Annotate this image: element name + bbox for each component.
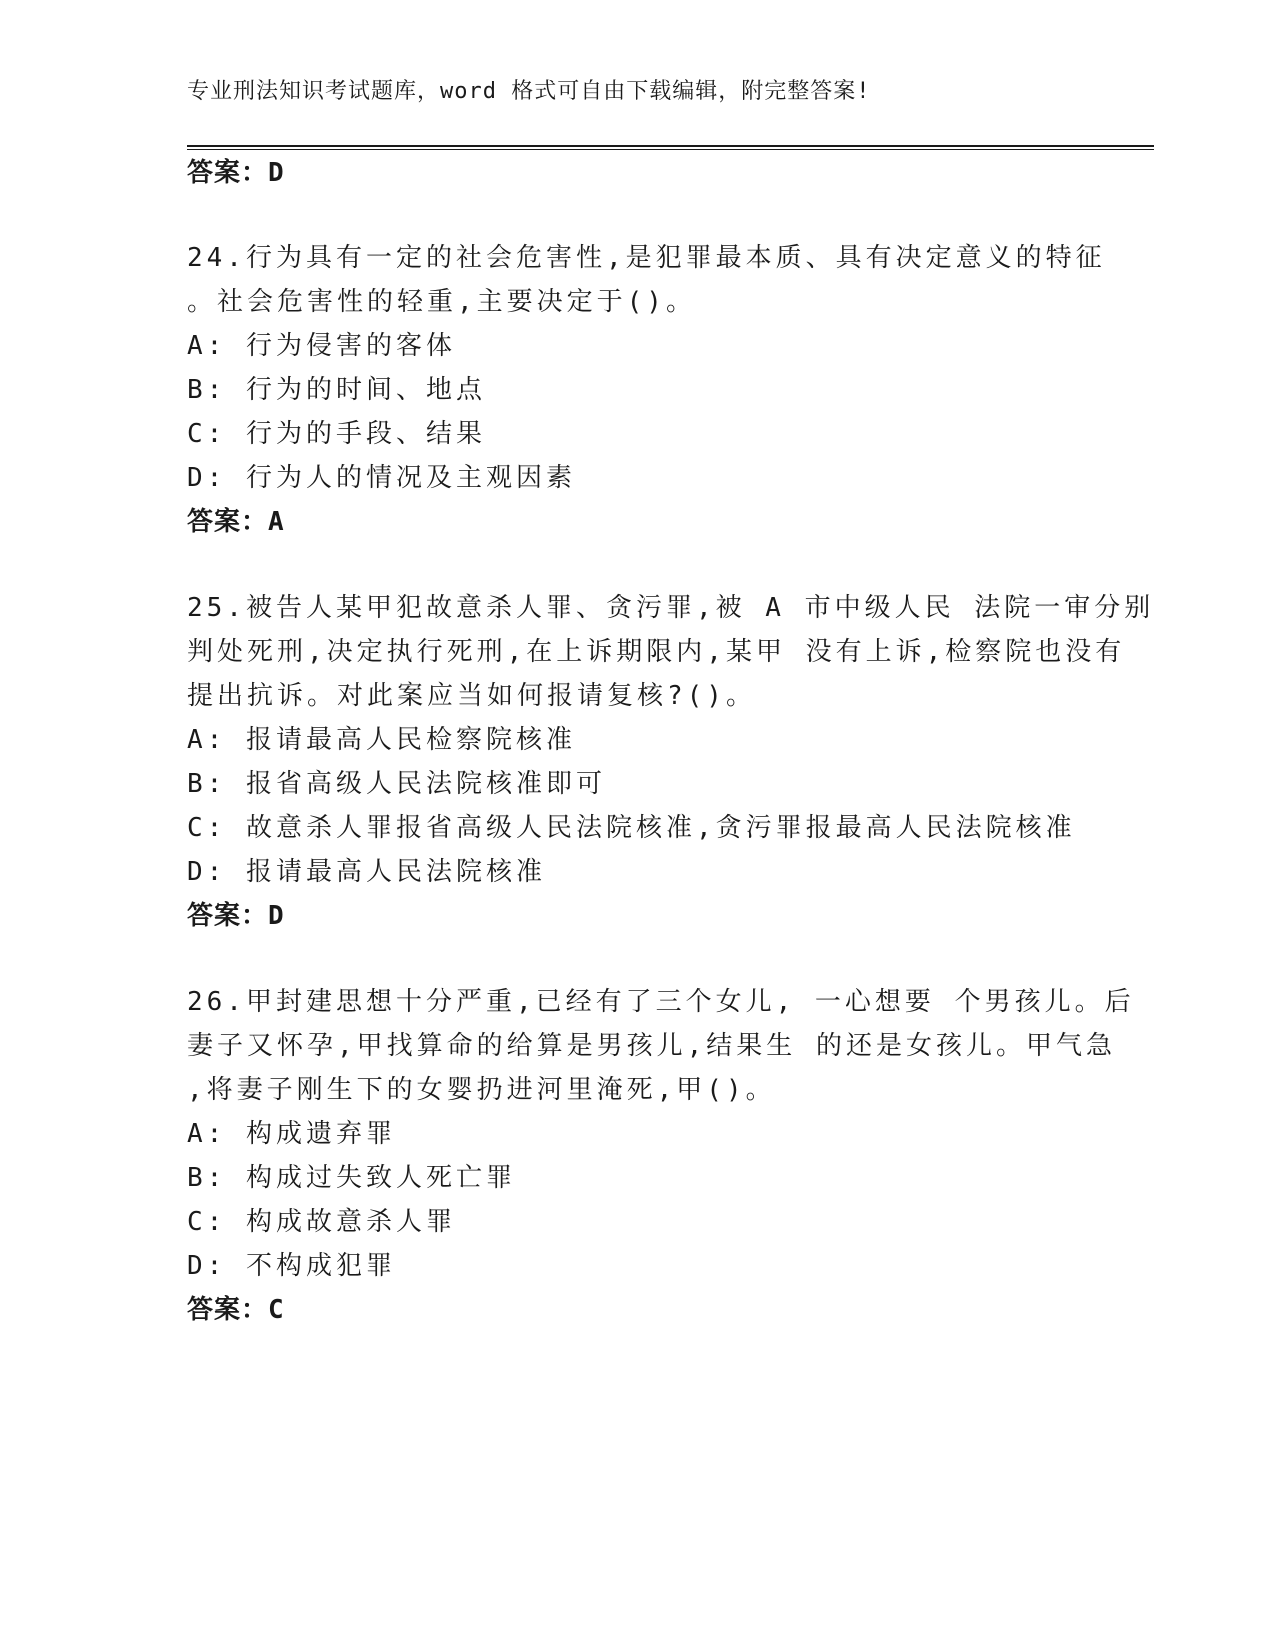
- question-text-line: 。社会危害性的轻重,主要决定于()。: [187, 287, 696, 317]
- option-a: A: 构成遗弃罪: [187, 1119, 396, 1149]
- question-text-line: 24.行为具有一定的社会危害性,是犯罪最本质、具有决定意义的特征: [187, 243, 1106, 273]
- question-text-line: 提出抗诉。对此案应当如何报请复核?()。: [187, 681, 756, 711]
- answer-label: 答案：: [187, 901, 269, 931]
- option-c: C: 故意杀人罪报省高级人民法院核准,贪污罪报最高人民法院核准: [187, 813, 1076, 843]
- answer-line: [187, 506, 285, 538]
- question-text-line: 26.甲封建思想十分严重,已经有了三个女儿, 一心想要 个男孩儿。后: [187, 987, 1135, 1017]
- page-header: 专业刑法知识考试题库，word 格式可自由下载编辑，附完整答案!: [187, 79, 871, 104]
- option-a: A: 行为侵害的客体: [187, 331, 456, 361]
- header-divider: [187, 145, 1154, 150]
- option-a: A: 报请最高人民检察院核准: [187, 725, 576, 755]
- option-b: B: 行为的时间、地点: [187, 375, 486, 405]
- option-d: D: 不构成犯罪: [187, 1251, 396, 1281]
- answer-line: [187, 157, 285, 189]
- question-text-line: ,将妻子刚生下的女婴扔进河里淹死,甲()。: [187, 1075, 776, 1105]
- option-d: D: 行为人的情况及主观因素: [187, 463, 576, 493]
- answer-line: [187, 900, 285, 932]
- option-b: B: 构成过失致人死亡罪: [187, 1163, 516, 1193]
- option-b: B: 报省高级人民法院核准即可: [187, 769, 606, 799]
- question-text-line: 25.被告人某甲犯故意杀人罪、贪污罪,被 A 市中级人民 法院一审分别: [187, 593, 1155, 623]
- question-text-line: 判处死刑,决定执行死刑,在上诉期限内,某甲 没有上诉,检察院也没有: [187, 637, 1126, 667]
- answer-value: D: [268, 158, 285, 188]
- option-d: D: 报请最高人民法院核准: [187, 857, 546, 887]
- answer-line: [187, 1294, 285, 1326]
- answer-label: 答案：: [187, 1295, 269, 1325]
- question-text-line: 妻子又怀孕,甲找算命的给算是男孩儿,结果生 的还是女孩儿。甲气急: [187, 1031, 1116, 1061]
- answer-label: 答案：: [187, 507, 269, 537]
- answer-label: 答案：: [187, 158, 269, 188]
- answer-value: A: [268, 507, 285, 537]
- answer-value: C: [268, 1295, 285, 1325]
- option-c: C: 行为的手段、结果: [187, 419, 486, 449]
- answer-value: D: [268, 901, 285, 931]
- option-c: C: 构成故意杀人罪: [187, 1207, 456, 1237]
